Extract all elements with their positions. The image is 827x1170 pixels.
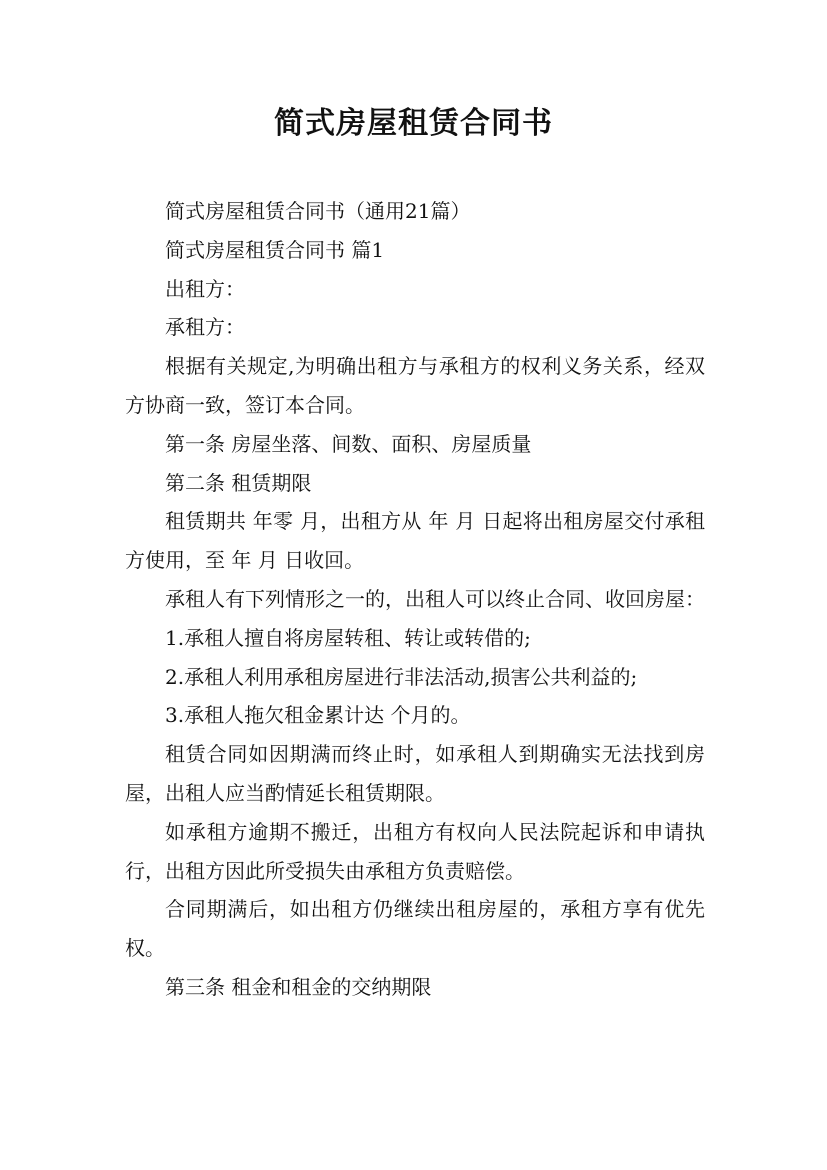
paragraph: 3.承租人拖欠租金累计达 个月的。 xyxy=(165,703,471,728)
paragraph: 根据有关规定,为明确出租方与承租方的权利义务关系，经双方协商一致，签订本合同。 xyxy=(125,354,705,417)
paragraph: 租赁期共 年零 月，出租方从 年 月 日起将出租房屋交付承租方使用，至 年 月 日收回。 xyxy=(125,509,705,573)
document-body xyxy=(125,192,705,1007)
paragraph: 承租人有下列情形之一的，出租人可以终止合同、收回房屋： xyxy=(165,586,705,611)
paragraph: 如承租方逾期不搬迁，出租方有权向人民法院起诉和申请执行，出租方因此所受损失由承租方负责赔偿。 xyxy=(125,819,705,883)
paragraph: 第二条 租赁期限 xyxy=(165,470,312,495)
paragraph: 合同期满后，如出租方仍继续出租房屋的，承租方享有优先权。 xyxy=(125,897,705,961)
paragraph: 承租方： xyxy=(165,315,245,340)
paragraph: 出租方： xyxy=(165,276,245,301)
paragraph: 1.承租人擅自将房屋转租、转让或转借的; xyxy=(165,625,531,650)
paragraph: 简式房屋租赁合同书（通用21篇） xyxy=(165,199,471,223)
paragraph: 第一条 房屋坐落、间数、面积、房屋质量 xyxy=(165,431,532,456)
paragraph: 简式房屋租赁合同书 篇1 xyxy=(165,237,385,262)
paragraph: 第三条 租金和租金的交纳期限 xyxy=(165,974,432,999)
document-title: 简式房屋租赁合同书 xyxy=(274,106,553,141)
paragraph: 租赁合同如因期满而终止时，如承租人到期确实无法找到房屋，出租人应当酌情延长租赁期限。 xyxy=(125,742,705,805)
paragraph: 2.承租人利用承租房屋进行非法活动,损害公共利益的; xyxy=(165,664,638,689)
